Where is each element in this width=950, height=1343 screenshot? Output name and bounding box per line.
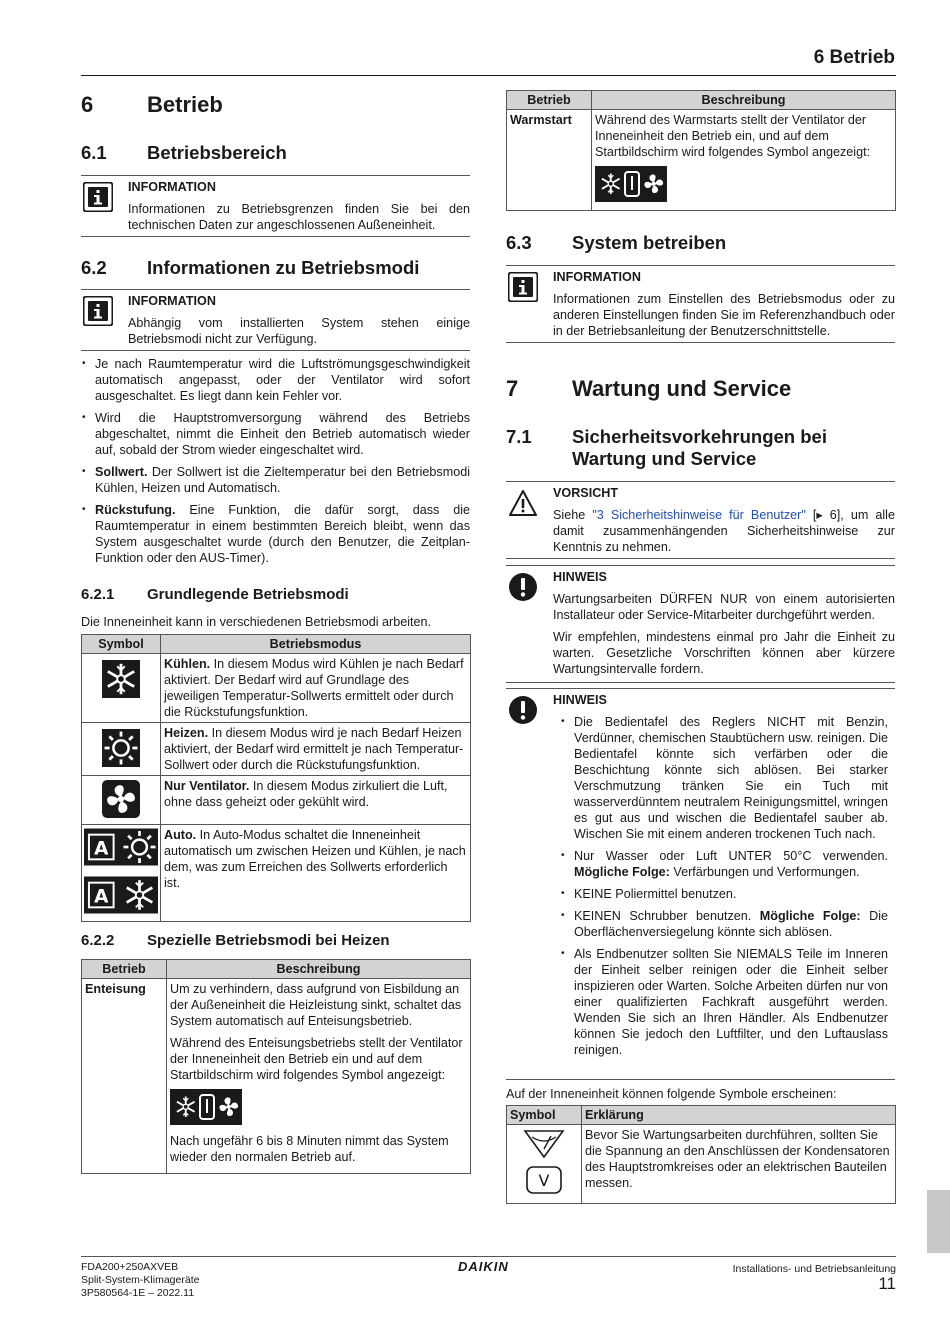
exclamation-icon: [508, 695, 538, 725]
svg-text:A: A: [94, 886, 109, 908]
section-6-2-heading: [81, 257, 419, 279]
section-title: Wartung und Service: [572, 376, 792, 401]
section-title: Spezielle Betriebsmodi bei Heizen: [147, 932, 390, 949]
info-icon: [508, 272, 538, 302]
basic-modes-table: [81, 634, 471, 922]
svg-text:V: V: [538, 1171, 550, 1190]
list-item: • Je nach Raumtemperatur wird die Luftströmungsgeschwindigkeit automatisch angepasst, oder der Ventilator wird sofort ausgeschaltet. Es liegt dann kein Fehler vor.: [81, 356, 470, 404]
col-description: Beschreibung: [167, 960, 471, 979]
hint-title: HINWEIS: [553, 570, 607, 584]
info-title: INFORMATION: [128, 294, 216, 308]
section-title-line2: Wartung und Service: [572, 448, 757, 469]
info-box-system: [506, 265, 895, 343]
info-text: Informationen zum Einstellen des Betriebsmodus oder zu anderen Einstellungen finden Sie im Referenzhandbuch oder in der Betriebsanleitung der Benutzerschnittstelle.: [553, 292, 895, 338]
list-item: • Wird die Hauptstromversorgung während des Betriebs abgeschaltet, nimmt die Einheit den Betrieb automatisch wieder auf, sobald der Strom wieder eingeschaltet wird.: [81, 410, 470, 458]
list-item: • KEINEN Schrubber benutzen. Mögliche Folge: Die Oberflächenversiegelung könnte sich ablösen.: [560, 908, 888, 940]
footer-rule: [81, 1256, 896, 1257]
section-6-3-heading: [506, 232, 726, 254]
section-number: 6.2.2: [81, 932, 115, 949]
safety-link[interactable]: "3 Sicherheitshinweise für Benutzer": [592, 508, 806, 522]
daikin-logo: DAIKIN: [458, 1259, 509, 1274]
footer-manual-title: Installations- und Betriebsanleitung: [732, 1263, 896, 1275]
list-item: • Sollwert. Der Sollwert ist die Zieltemperatur bei den Betriebsmodi Kühlen, Heizen und Automatisch.: [81, 464, 470, 496]
defrost-icon: [170, 1089, 242, 1125]
col-operation: Betrieb: [82, 960, 167, 979]
col-symbol: Symbol: [507, 1106, 582, 1125]
chapter-tab: [927, 1190, 950, 1253]
col-description: Beschreibung: [592, 91, 896, 110]
section-title: Grundlegende Betriebsmodi: [147, 586, 349, 603]
page-header-title: 6 Betrieb: [813, 47, 895, 68]
list-item: • KEINE Poliermittel benutzen.: [560, 886, 888, 902]
hint-title: HINWEIS: [553, 693, 607, 707]
cleaning-list: [560, 714, 888, 1064]
list-item: • Nur Wasser oder Luft UNTER 50°C verwenden. Mögliche Folge: Verfärbungen und Verformungen.: [560, 848, 888, 880]
row-name: Enteisung: [82, 979, 167, 1174]
section-number: 6.2.1: [81, 586, 115, 603]
footer-doc-info: [81, 1261, 199, 1300]
col-mode: Betriebsmodus: [161, 635, 471, 654]
list-item: • Als Endbenutzer sollten Sie NIEMALS Teile im Inneren der Einheit selber reinigen oder die Einheit selber inspizieren oder Warten. Solche Arbeiten dürfen nur von einer qualifizierten Fachkraft ausgeführt werden. Wenden Sie sich an Ihren Händler. Als Endbenutzer können Sie jedoch den Luftfilter, und den Luftauslass reinigen.: [560, 946, 888, 1058]
warmstart-icon: [595, 166, 667, 202]
table-row: Heizen. In diesem Modus wird je nach Bedarf Heizen aktiviert, der Bedarf wird ermittelt je nach Temperatur-Sollwert oder durch die Rückstufungsfunktion.: [82, 723, 471, 776]
info-box-modes: [81, 289, 470, 351]
warning-triangle-icon: [508, 488, 538, 518]
section-title: Betrieb: [147, 92, 223, 117]
auto-cool-icon: [84, 876, 158, 914]
col-symbol: Symbol: [82, 635, 161, 654]
section-number: 6.3: [506, 232, 532, 253]
auto-heat-icon: [84, 828, 158, 866]
hint-box-cleaning: [506, 688, 895, 1080]
section-7-1-heading: [506, 426, 827, 448]
row-name: Warmstart: [507, 110, 592, 211]
cooling-icon: [102, 660, 140, 698]
info-icon: [83, 296, 113, 326]
warmstart-table: [506, 90, 896, 211]
symbols-table: [506, 1105, 896, 1204]
header-rule: [81, 75, 896, 76]
info-icon: [83, 182, 113, 212]
voltmeter-icon: [521, 1127, 567, 1197]
table-row: [507, 1125, 896, 1204]
heating-icon: [102, 729, 140, 767]
info-text: Informationen zu Betriebsgrenzen finden Sie bei den technischen Daten zur angeschlossenen Außeneinheit.: [128, 202, 470, 232]
section-number: 6.1: [81, 142, 107, 163]
table-row: Kühlen. In diesem Modus wird Kühlen je nach Bedarf aktiviert. Der Bedarf wird auf Grundlage des jeweiligen Temperatur-Sollwerts ermittelt oder durch die Rückstufungsfunktion.: [82, 654, 471, 723]
info-text: Abhängig vom installierten System stehen einige Betriebsmodi nicht zur Verfügung.: [128, 316, 470, 346]
info-box-operating-range: [81, 175, 470, 237]
table-row: A A Auto. In Auto-Modus schaltet die Inneneinheit automatisch um zwischen Heizen und Kühlen, je nach dem, was zum Erreichen des Sollwerts erforderlich ist.: [82, 825, 471, 922]
section-6-2-2-heading: [81, 932, 390, 950]
info-title: INFORMATION: [128, 180, 216, 194]
mode-info-list: [81, 356, 470, 572]
col-operation: Betrieb: [507, 91, 592, 110]
modes-intro: Die Inneneinheit kann in verschiedenen Betriebsmodi arbeiten.: [81, 615, 432, 629]
exclamation-icon: [508, 572, 538, 602]
table-row: Enteisung Um zu verhindern, dass aufgrund von Eisbildung an der Außeneinheit die Heizleistung sinkt, schaltet das System automatisch auf Enteisungsbetrieb. Während des Enteisungsbetriebs stellt der Ventilator der Inneneinheit den Betrieb ein und auf dem Startbildschirm wird folgendes Symbol angezeigt: Nach ungefähr 6 bis 8 Minuten nimmt das System wieder den normalen Betrieb auf.: [82, 979, 471, 1174]
svg-text:A: A: [94, 838, 109, 860]
footer-doc-number: 3P580564-1E – 2022.11: [81, 1287, 195, 1299]
special-modes-table: [81, 959, 471, 1174]
caution-box: [506, 481, 895, 559]
footer-product: Split-System-Klimageräte: [81, 1274, 200, 1286]
list-item: • Die Bedientafel des Reglers NICHT mit Benzin, Verdünner, chemischen Staubtüchern usw. reinigen. Die Bedientafel könnte sich verfärben oder die Beschichtung könnte sich ablösen. Bei starker Verschmutzung tränken Sie ein Tuch mit wasserverdünntem neutralem Reinigungsmittel, wringen es gut aus und wischen die Bedientafel sauber ab. Wischen Sie mit einem anderen trockenen Tuch nach.: [560, 714, 888, 842]
section-title: Betriebsbereich: [147, 142, 287, 163]
section-6-heading: [81, 92, 223, 118]
section-number: 7.1: [506, 426, 532, 447]
section-6-2-1-heading: [81, 586, 349, 604]
section-number: 6.2: [81, 257, 107, 278]
fan-icon: [102, 780, 140, 818]
page-number: 11: [878, 1274, 896, 1293]
table-row: Warmstart Während des Warmstarts stellt der Ventilator der Inneneinheit den Betrieb ein, und auf dem Startbildschirm wird folgendes Symbol angezeigt:: [507, 110, 896, 211]
table-row: Nur Ventilator. In diesem Modus zirkuliert die Luft, ohne dass geheizt oder gekühlt wird.: [82, 776, 471, 825]
section-number: 6: [81, 92, 94, 117]
section-7-heading: [506, 376, 791, 402]
footer-model: FDA200+250AXVEB: [81, 1261, 179, 1273]
symbols-intro: Auf der Inneneinheit können folgende Symbole erscheinen:: [506, 1087, 837, 1101]
section-title: Informationen zu Betriebsmodi: [147, 257, 420, 278]
info-title: INFORMATION: [553, 270, 641, 284]
list-item: • Rückstufung. Eine Funktion, die dafür sorgt, dass die Raumtemperatur in einem bestimmten Bereich bleibt, wenn das System ausgeschaltet wurde (durch den Benutzer, die Zeitplan-Funktion oder den AUS-Timer).: [81, 502, 470, 566]
section-number: 7: [506, 376, 519, 401]
symbol-explanation: Bevor Sie Wartungsarbeiten durchführen, sollten Sie die Spannung an den Anschlüssen der Kondensatoren des Hauptstromkreises oder an elektrischen Bauteilen messen.: [582, 1125, 896, 1204]
caution-title: VORSICHT: [553, 486, 619, 500]
hint-box-authorized: HINWEIS Wartungsarbeiten DÜRFEN NUR von einem autorisierten Installateur oder Service-Mitarbeiter durchgeführt werden. Wir empfehlen, mindestens einmal pro Jahr die Einheit zu warten. Gesetzliche Vorschriften können aber kürzere Wartungsintervalle fordern.: [506, 565, 895, 683]
caution-text: Siehe "3 Sicherheitshinweise für Benutzer" [▸ 6], um alle damit zusammenhängenden Sicherheitshinweise zur Kenntnis zu nehmen.: [553, 508, 895, 554]
col-explanation: Erklärung: [582, 1106, 896, 1125]
section-6-1-heading: [81, 142, 287, 164]
section-title: Sicherheitsvorkehrungen bei: [572, 426, 827, 447]
section-title: System betreiben: [572, 232, 727, 253]
